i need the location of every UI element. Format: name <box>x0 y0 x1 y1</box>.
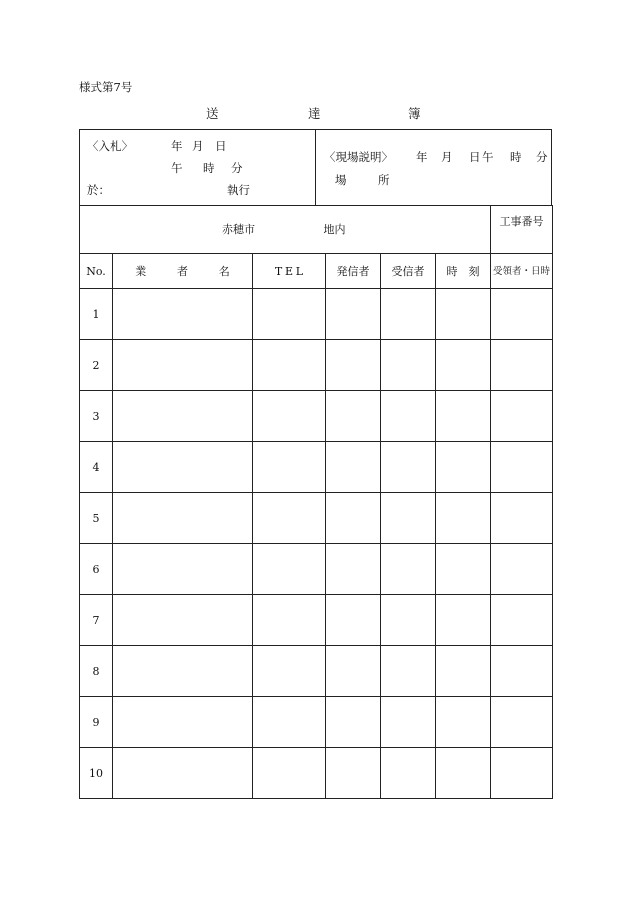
table-row <box>80 289 553 340</box>
company-name-cell[interactable] <box>113 646 253 697</box>
receiver-cell[interactable] <box>381 289 436 340</box>
sender-cell[interactable] <box>326 442 381 493</box>
time-cell[interactable] <box>436 544 491 595</box>
receipt-cell[interactable] <box>491 442 553 493</box>
form-number: 様式第7号 <box>79 80 133 94</box>
row-number: 10 <box>80 748 113 799</box>
bid-execution: 執行 <box>227 183 250 197</box>
table-row <box>80 340 553 391</box>
site-day: 日 <box>469 150 481 164</box>
time-cell[interactable] <box>436 646 491 697</box>
title-char-tatsu: 達 <box>308 106 321 121</box>
time-cell[interactable] <box>436 595 491 646</box>
sender-cell[interactable] <box>326 697 381 748</box>
bid-at-label: 於： <box>87 183 110 197</box>
receiver-cell[interactable] <box>381 697 436 748</box>
receipt-cell[interactable] <box>491 697 553 748</box>
company-name-cell[interactable] <box>113 391 253 442</box>
col-sender: 発信者 <box>326 254 381 289</box>
company-name-cell[interactable] <box>113 493 253 544</box>
receipt-cell[interactable] <box>491 289 553 340</box>
company-name-cell[interactable] <box>113 289 253 340</box>
sender-cell[interactable] <box>326 391 381 442</box>
receiver-cell[interactable] <box>381 391 436 442</box>
receipt-cell[interactable] <box>491 340 553 391</box>
receiver-cell[interactable] <box>381 646 436 697</box>
row-number: 6 <box>80 544 113 595</box>
receiver-cell[interactable] <box>381 442 436 493</box>
site-place-char-1: 場 <box>335 173 347 187</box>
site-noon: 午 <box>482 150 494 164</box>
row-number: 9 <box>80 697 113 748</box>
time-cell[interactable] <box>436 493 491 544</box>
receipt-cell[interactable] <box>491 595 553 646</box>
receipt-cell[interactable] <box>491 544 553 595</box>
table-row <box>80 544 553 595</box>
district-label: 地内 <box>323 223 346 236</box>
time-cell[interactable] <box>436 697 491 748</box>
receiver-cell[interactable] <box>381 493 436 544</box>
company-name-cell[interactable] <box>113 595 253 646</box>
company-name-cell[interactable] <box>113 748 253 799</box>
time-cell[interactable] <box>436 442 491 493</box>
sender-cell[interactable] <box>326 289 381 340</box>
table-row <box>80 442 553 493</box>
sender-cell[interactable] <box>326 646 381 697</box>
col-no: No. <box>80 254 113 289</box>
tel-cell[interactable] <box>253 340 326 391</box>
company-name-cell[interactable] <box>113 544 253 595</box>
delivery-log-table <box>79 205 553 799</box>
title-char-bo: 簿 <box>408 106 421 121</box>
bid-label: 〈入札〉 <box>87 139 133 153</box>
bid-month: 月 <box>192 139 204 153</box>
company-name-cell[interactable] <box>113 442 253 493</box>
tel-cell[interactable] <box>253 646 326 697</box>
sender-cell[interactable] <box>326 544 381 595</box>
city-label: 赤穂市 <box>222 223 255 236</box>
col-receiver: 受信者 <box>381 254 436 289</box>
row-number: 2 <box>80 340 113 391</box>
col-company-name: 業 者 名 <box>113 254 253 289</box>
col-tel: TEL <box>253 254 326 289</box>
tel-cell[interactable] <box>253 493 326 544</box>
tel-cell[interactable] <box>253 289 326 340</box>
receiver-cell[interactable] <box>381 544 436 595</box>
area-row <box>80 206 553 254</box>
bid-hour: 時 <box>203 161 215 175</box>
receipt-cell[interactable] <box>491 646 553 697</box>
receiver-cell[interactable] <box>381 748 436 799</box>
bid-year: 年 <box>171 139 183 153</box>
receipt-cell[interactable] <box>491 493 553 544</box>
sender-cell[interactable] <box>326 748 381 799</box>
construction-number-label: 工事番号 <box>491 206 553 254</box>
bid-minute: 分 <box>231 161 243 175</box>
company-name-cell[interactable] <box>113 697 253 748</box>
col-time: 時 刻 <box>436 254 491 289</box>
title-char-sou: 送 <box>206 106 219 121</box>
bid-day: 日 <box>215 139 227 153</box>
column-header-row <box>80 254 553 289</box>
sender-cell[interactable] <box>326 340 381 391</box>
col-receipt: 受領者・日時 <box>491 254 553 289</box>
tel-cell[interactable] <box>253 748 326 799</box>
row-number: 5 <box>80 493 113 544</box>
tel-cell[interactable] <box>253 391 326 442</box>
site-year: 年 <box>416 150 428 164</box>
area-cell <box>80 206 491 254</box>
sender-cell[interactable] <box>326 595 381 646</box>
company-name-cell[interactable] <box>113 340 253 391</box>
time-cell[interactable] <box>436 340 491 391</box>
sender-cell[interactable] <box>326 493 381 544</box>
header-box <box>79 129 552 206</box>
time-cell[interactable] <box>436 289 491 340</box>
time-cell[interactable] <box>436 748 491 799</box>
row-number: 7 <box>80 595 113 646</box>
table-row <box>80 595 553 646</box>
header-divider <box>315 130 316 205</box>
receipt-cell[interactable] <box>491 748 553 799</box>
row-number: 3 <box>80 391 113 442</box>
site-briefing-label: 〈現場説明〉 <box>324 150 393 164</box>
table-row <box>80 646 553 697</box>
tel-cell[interactable] <box>253 442 326 493</box>
tel-cell[interactable] <box>253 595 326 646</box>
table-row <box>80 697 553 748</box>
receiver-cell[interactable] <box>381 340 436 391</box>
bid-noon: 午 <box>171 161 183 175</box>
receiver-cell[interactable] <box>381 595 436 646</box>
site-hour: 時 <box>510 150 522 164</box>
data-rows <box>80 289 553 799</box>
time-cell[interactable] <box>436 391 491 442</box>
tel-cell[interactable] <box>253 697 326 748</box>
table-row <box>80 391 553 442</box>
site-place-char-2: 所 <box>378 173 390 187</box>
table-row <box>80 748 553 799</box>
row-number: 4 <box>80 442 113 493</box>
table-row <box>80 493 553 544</box>
receipt-cell[interactable] <box>491 391 553 442</box>
tel-cell[interactable] <box>253 544 326 595</box>
row-number: 1 <box>80 289 113 340</box>
site-month: 月 <box>441 150 453 164</box>
site-minute: 分 <box>536 150 548 164</box>
row-number: 8 <box>80 646 113 697</box>
